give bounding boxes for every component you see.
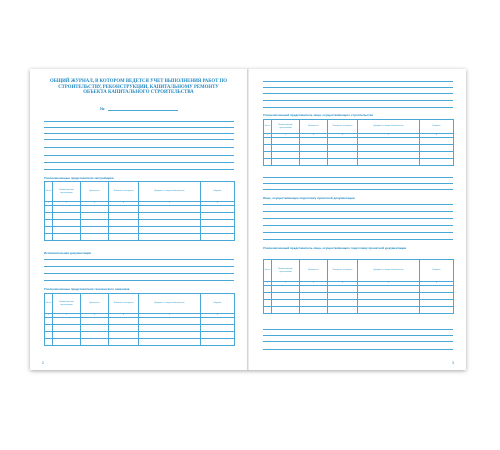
field-line [263, 341, 453, 342]
field-line [263, 204, 453, 205]
table-row [45, 339, 235, 346]
left-page [30, 69, 247, 370]
col-header: № п/п [45, 294, 53, 314]
table-row [45, 206, 235, 213]
col-number: 6 [201, 202, 235, 206]
page-number-right: 3 [452, 361, 454, 365]
field-line [263, 107, 453, 108]
col-header: Фамилия, инициалы [109, 294, 139, 314]
field-line [44, 155, 234, 156]
field-line [263, 183, 453, 184]
section-designer-rep: Уполномоченный представитель лица, осуществляющего подготовку проектной документации [263, 246, 407, 250]
field-line [44, 121, 234, 122]
designer-reps-table [263, 259, 454, 314]
col-header: Подпись [420, 120, 454, 134]
journal-spread [30, 69, 466, 370]
col-number: 4 [328, 134, 358, 138]
field-line [44, 169, 234, 170]
field-line [263, 87, 453, 88]
field-line [44, 162, 234, 163]
table-row [45, 318, 235, 325]
table-row [264, 152, 454, 159]
field-line [263, 218, 453, 219]
table-row [264, 145, 454, 152]
field-line [263, 329, 453, 330]
field-line [44, 266, 234, 267]
table-row [264, 293, 454, 300]
section-builder-rep: Уполномоченный представитель лица, осуществляющего строительство [263, 113, 374, 117]
col-number: 6 [420, 282, 454, 286]
field-line [44, 127, 234, 128]
field-line [44, 139, 234, 140]
col-number: 6 [420, 134, 454, 138]
col-header: Документ о представительстве [139, 294, 201, 314]
col-header: Наименование организации [272, 260, 300, 282]
col-header: Должность [81, 294, 109, 314]
col-header: № п/п [45, 182, 53, 202]
col-number: 1 [45, 314, 53, 318]
table-row [45, 325, 235, 332]
col-header: Документ о представительстве [358, 120, 420, 134]
field-line [263, 81, 453, 82]
col-number: 3 [81, 314, 109, 318]
col-header: № п/п [264, 260, 272, 282]
col-number: 4 [109, 202, 139, 206]
field-line [44, 280, 234, 281]
customer-reps-table [44, 293, 235, 346]
col-header: Должность [300, 260, 328, 282]
field-line [263, 211, 453, 212]
right-page [249, 69, 466, 370]
field-line [44, 147, 234, 148]
col-header: Должность [300, 120, 328, 134]
table-row [264, 286, 454, 293]
field-line [263, 189, 453, 190]
section-developer-reps: Уполномоченные представители застройщика [44, 176, 114, 180]
field-line [263, 349, 453, 350]
col-header: Фамилия, инициалы [328, 120, 358, 134]
field-line [44, 273, 234, 274]
field-line [44, 259, 234, 260]
field-line [263, 239, 453, 240]
col-number: 2 [53, 202, 81, 206]
field-line [44, 133, 234, 134]
field-line [263, 225, 453, 226]
col-header: Фамилия, инициалы [109, 182, 139, 202]
col-number: 5 [358, 134, 420, 138]
col-number: 4 [109, 314, 139, 318]
col-number: 1 [264, 282, 272, 286]
col-header: № п/п [264, 120, 272, 134]
field-line [263, 232, 453, 233]
table-row [264, 138, 454, 145]
section-exec-docs: Исполнительная документация [44, 251, 92, 255]
table-row [264, 307, 454, 314]
col-number: 1 [264, 134, 272, 138]
journal-number-line [108, 110, 178, 111]
col-number: 6 [201, 314, 235, 318]
field-line [263, 335, 453, 336]
table-row [264, 300, 454, 307]
col-number: 2 [272, 134, 300, 138]
col-header: Наименование организации [53, 182, 81, 202]
col-number: 5 [139, 314, 201, 318]
col-number: 2 [272, 282, 300, 286]
table-row [45, 220, 235, 227]
col-header: Подпись [201, 294, 235, 314]
table-row [45, 227, 235, 234]
col-header: Подпись [201, 182, 235, 202]
col-number: 3 [300, 134, 328, 138]
developer-reps-table [44, 181, 235, 241]
col-number: 5 [139, 202, 201, 206]
col-header: Наименование организации [53, 294, 81, 314]
page-number-left: 2 [42, 361, 44, 365]
col-header: Подпись [420, 260, 454, 282]
col-header: Наименование организации [272, 120, 300, 134]
field-line [263, 100, 453, 101]
section-designer: Лицо, осуществляющее подготовку проектной документации [263, 196, 355, 200]
col-header: Документ о представительстве [358, 260, 420, 282]
journal-number-sign: № [100, 106, 105, 111]
builder-reps-table [263, 119, 454, 166]
col-number: 4 [328, 282, 358, 286]
table-row [45, 234, 235, 241]
col-header: Документ о представительстве [139, 182, 201, 202]
field-line [263, 177, 453, 178]
field-line [263, 93, 453, 94]
section-customer-reps: Уполномоченные представители технического заказчика [44, 287, 130, 291]
col-number: 5 [358, 282, 420, 286]
col-header: Должность [81, 182, 109, 202]
col-number: 1 [45, 202, 53, 206]
journal-title: ОБЩИЙ ЖУРНАЛ, В КОТОРОМ ВЕДЕТСЯ УЧЕТ ВЫПОЛНЕНИЯ РАБОТ ПО СТРОИТЕЛЬСТВУ, РЕКОНСТРУКЦИИ, КАПИТАЛЬНОМУ РЕМОНТУ ОБЪЕКТА КАПИТАЛЬНОГО СТРОИТЕЛЬСТВА [50, 79, 227, 96]
col-header: Фамилия, инициалы [328, 260, 358, 282]
col-number: 3 [300, 282, 328, 286]
table-row [45, 213, 235, 220]
table-row [264, 159, 454, 166]
col-number: 3 [81, 202, 109, 206]
col-number: 2 [53, 314, 81, 318]
table-row [45, 332, 235, 339]
